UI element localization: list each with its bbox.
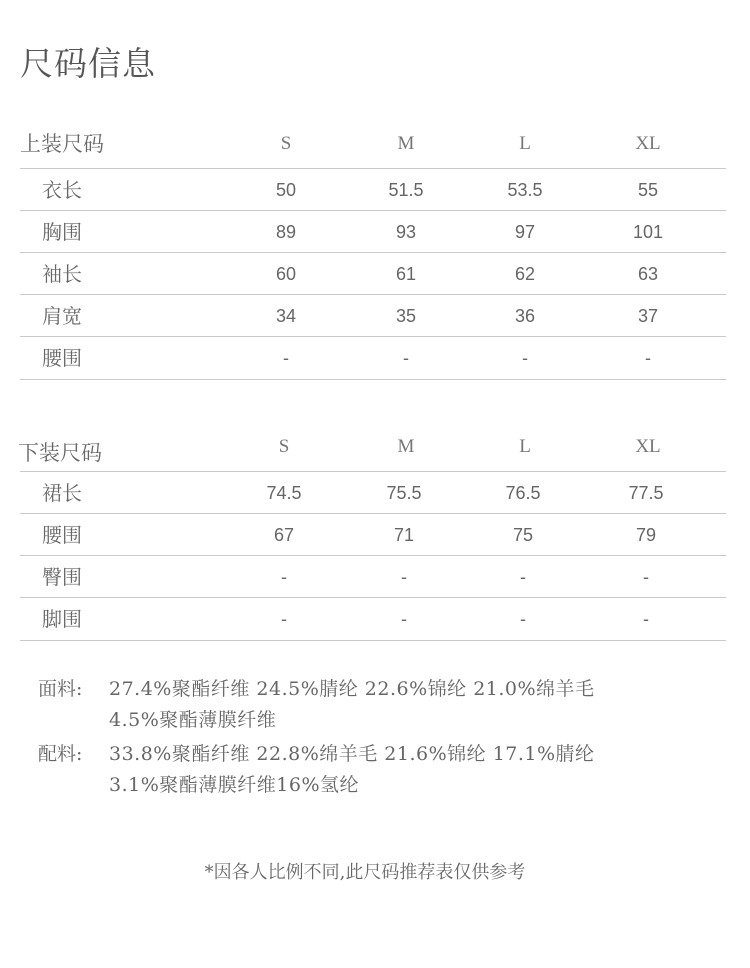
table-cell: 60 xyxy=(275,264,297,284)
table-row xyxy=(20,210,726,253)
row-label: 腰围 xyxy=(42,523,82,547)
table-row xyxy=(20,336,726,380)
table-row xyxy=(20,597,726,641)
size-disclaimer: *因各人比例不同,此尺码推荐表仅供参考 xyxy=(204,862,526,883)
table-row xyxy=(20,555,726,598)
table-cell: 62 xyxy=(514,264,536,284)
row-label: 臀围 xyxy=(42,565,82,589)
table-cell: 77.5 xyxy=(628,483,664,503)
row-label: 腰围 xyxy=(42,346,82,370)
size-header: XL xyxy=(635,436,661,457)
table-cell: 37 xyxy=(637,306,659,326)
table-cell: - xyxy=(643,609,649,629)
table-cell: 101 xyxy=(632,222,664,242)
table-cell: 76.5 xyxy=(505,483,541,503)
table-cell: - xyxy=(645,348,651,368)
table-cell: - xyxy=(520,609,526,629)
table-cell: 51.5 xyxy=(388,180,424,200)
table-cell: - xyxy=(403,348,409,368)
size-header: S xyxy=(278,436,290,457)
size-header: M xyxy=(397,133,415,154)
table-row xyxy=(20,471,726,514)
table-cell: - xyxy=(281,567,287,587)
fabric-composition xyxy=(38,674,738,738)
size-header: L xyxy=(519,436,531,457)
table-cell: 35 xyxy=(395,306,417,326)
table-cell: 63 xyxy=(637,264,659,284)
table-cell: 53.5 xyxy=(507,180,543,200)
lining-label: 配料: xyxy=(38,743,83,765)
row-label: 肩宽 xyxy=(42,304,82,328)
page-title: 尺码信息 xyxy=(20,44,156,83)
row-label: 胸围 xyxy=(42,220,82,244)
lining-line: 3.1%聚酯薄膜纤维16%氢纶 xyxy=(109,774,360,796)
table-cell: - xyxy=(520,567,526,587)
table-title: 上装尺码 xyxy=(20,132,104,156)
table-cell: - xyxy=(401,609,407,629)
size-header: XL xyxy=(635,133,661,154)
table-cell: 75.5 xyxy=(386,483,422,503)
size-header: M xyxy=(397,436,415,457)
lining-composition xyxy=(38,739,738,803)
row-label: 裙长 xyxy=(42,481,82,505)
table-header xyxy=(20,124,726,164)
table-header xyxy=(20,427,726,467)
table-row xyxy=(20,252,726,295)
table-cell: 93 xyxy=(395,222,417,242)
table-cell: - xyxy=(522,348,528,368)
fabric-label: 面料: xyxy=(38,678,83,700)
table-cell: 61 xyxy=(395,264,417,284)
table-cell: 50 xyxy=(275,180,297,200)
table-cell: 89 xyxy=(275,222,297,242)
table-cell: - xyxy=(281,609,287,629)
table-cell: 97 xyxy=(514,222,536,242)
table-title: 下装尺码 xyxy=(18,441,102,465)
table-cell: 55 xyxy=(637,180,659,200)
table-row xyxy=(20,168,726,211)
table-cell: 79 xyxy=(635,525,657,545)
lining-line: 33.8%聚酯纤维 22.8%绵羊毛 21.6%锦纶 17.1%腈纶 xyxy=(109,743,595,765)
table-cell: 74.5 xyxy=(266,483,302,503)
row-label: 脚围 xyxy=(42,607,82,631)
row-label: 袖长 xyxy=(42,262,82,286)
row-label: 衣长 xyxy=(42,178,82,202)
fabric-line: 4.5%聚酯薄膜纤维 xyxy=(109,709,277,731)
table-cell: - xyxy=(401,567,407,587)
size-header: S xyxy=(280,133,292,154)
table-cell: - xyxy=(283,348,289,368)
table-cell: 71 xyxy=(393,525,415,545)
table-cell: 34 xyxy=(275,306,297,326)
table-cell: - xyxy=(643,567,649,587)
table-cell: 75 xyxy=(512,525,534,545)
table-row xyxy=(20,294,726,337)
size-header: L xyxy=(519,133,531,154)
table-row xyxy=(20,513,726,556)
table-cell: 36 xyxy=(514,306,536,326)
table-cell: 67 xyxy=(273,525,295,545)
fabric-line: 27.4%聚酯纤维 24.5%腈纶 22.6%锦纶 21.0%绵羊毛 xyxy=(109,678,595,700)
